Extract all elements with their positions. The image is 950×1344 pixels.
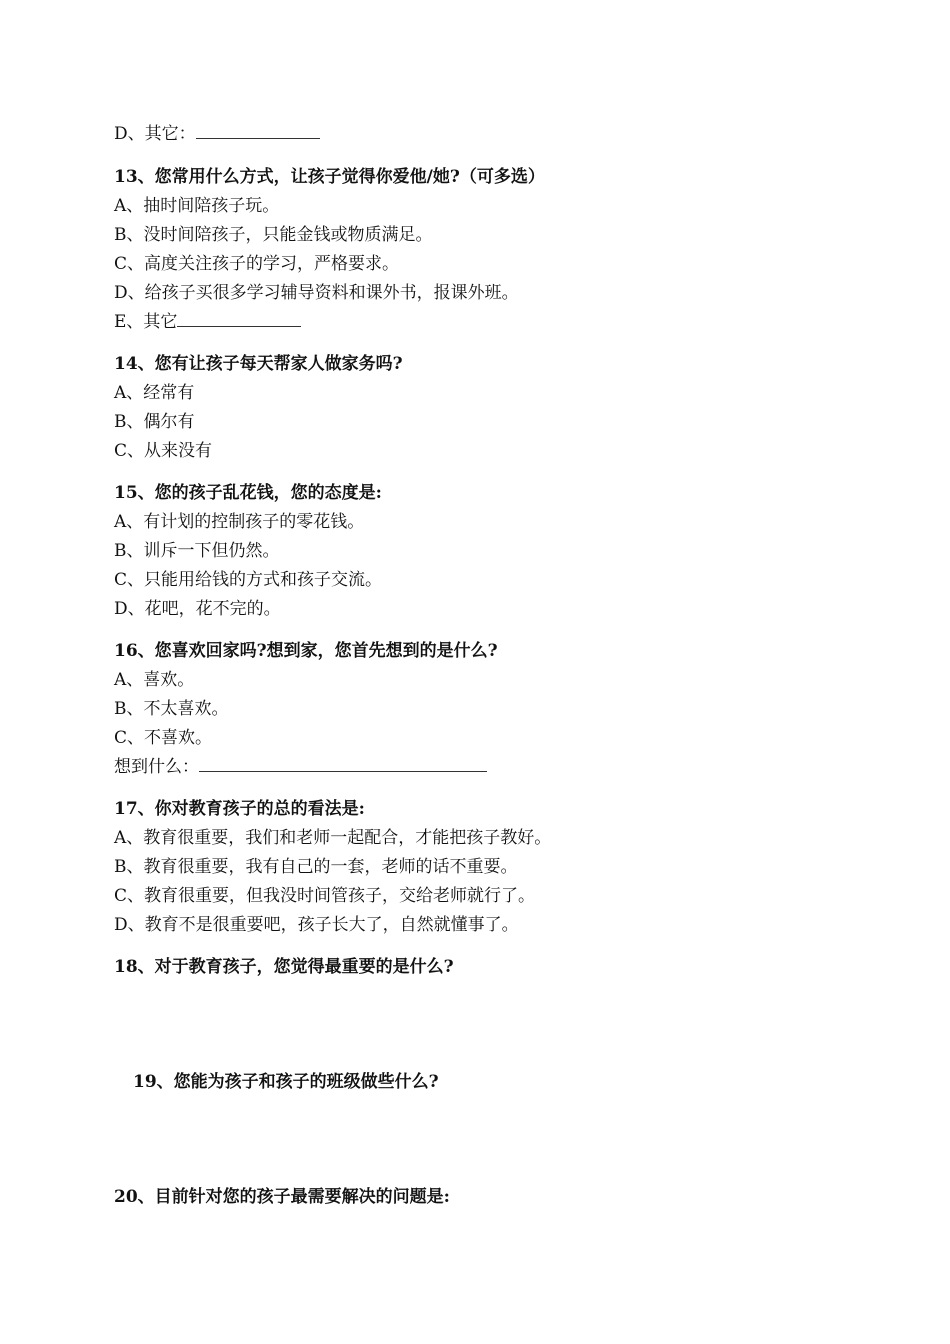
q15-option-a: A、有计划的控制孩子的零花钱。: [114, 512, 365, 532]
q14-option-a: A、经常有: [114, 383, 195, 403]
question-18-title: 18、对于教育孩子，您觉得最重要的是什么?: [114, 957, 454, 977]
q16-option-b: B、不太喜欢。: [114, 699, 229, 719]
q15-option-c: C、只能用给钱的方式和孩子交流。: [114, 570, 383, 590]
q13-option-e: [114, 311, 301, 333]
q13-option-c: C、高度关注孩子的学习，严格要求。: [114, 254, 400, 274]
q16-followup-blank[interactable]: [199, 756, 487, 772]
q14-option-c: C、从来没有: [114, 441, 213, 461]
prev-option-d: [114, 123, 320, 145]
q13-option-e-label: E、其它: [114, 312, 178, 332]
q16-option-c: C、不喜欢。: [114, 728, 213, 748]
q13-option-e-blank[interactable]: [177, 311, 301, 327]
question-19-title: 19、您能为孩子和孩子的班级做些什么?: [133, 1072, 439, 1092]
q17-option-c: C、教育很重要，但我没时间管孩子，交给老师就行了。: [114, 886, 536, 906]
question-16-title: 16、您喜欢回家吗?想到家，您首先想到的是什么?: [114, 641, 498, 661]
q15-option-d: D、花吧，花不完的。: [114, 599, 281, 619]
q17-option-d: D、教育不是很重要吧，孩子长大了，自然就懂事了。: [114, 915, 519, 935]
question-15-title: 15、您的孩子乱花钱，您的态度是:: [114, 483, 382, 503]
question-14-title: 14、您有让孩子每天帮家人做家务吗?: [114, 354, 403, 374]
question-17-title: 17、你对教育孩子的总的看法是:: [114, 799, 365, 819]
question-20-title: 20、目前针对您的孩子最需要解决的问题是:: [114, 1187, 450, 1207]
q17-option-a: A、教育很重要，我们和老师一起配合，才能把孩子教好。: [114, 828, 552, 848]
prev-option-d-blank[interactable]: [196, 123, 320, 139]
prev-option-d-label: D、其它：: [114, 124, 196, 144]
q16-option-a: A、喜欢。: [114, 670, 195, 690]
q13-option-a: A、抽时间陪孩子玩。: [114, 196, 280, 216]
q13-option-b: B、没时间陪孩子，只能金钱或物质满足。: [114, 225, 433, 245]
q15-option-b: B、训斥一下但仍然。: [114, 541, 280, 561]
q16-followup: [114, 756, 487, 778]
question-13-title: 13、您常用什么方式，让孩子觉得你爱他/她?（可多选）: [114, 167, 545, 187]
q16-followup-label: 想到什么：: [114, 757, 199, 777]
q13-option-d: D、给孩子买很多学习辅导资料和课外书，报课外班。: [114, 283, 519, 303]
q14-option-b: B、偶尔有: [114, 412, 195, 432]
q17-option-b: B、教育很重要，我有自己的一套，老师的话不重要。: [114, 857, 518, 877]
